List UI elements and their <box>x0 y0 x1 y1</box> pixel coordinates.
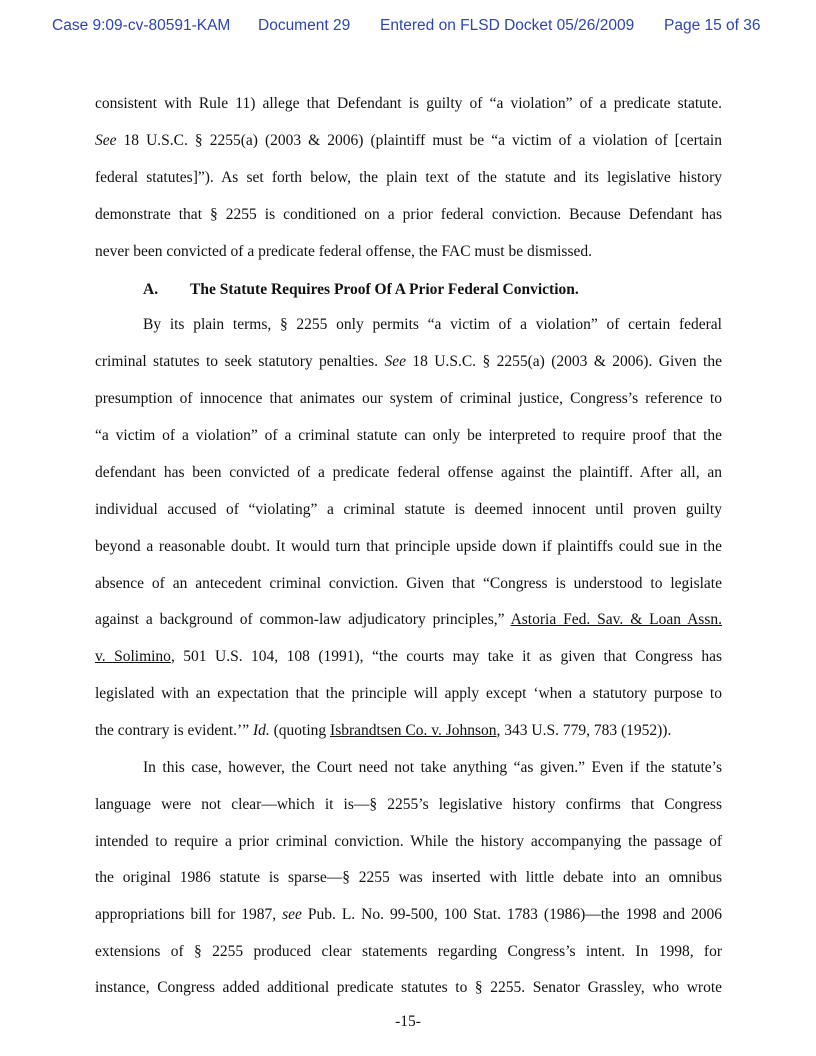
body-line: appropriations bill for 1987, see Pub. L. No. 99-500, 100 Stat. 1783 (1986)—the 1998 and 2006 <box>95 906 722 923</box>
heading-letter: A. <box>143 281 159 298</box>
body-line: v. Solimino, 501 U.S. 104, 108 (1991), “the courts may take it as given that Congress has <box>95 648 722 665</box>
body-line: individual accused of “violating” a criminal statute is deemed innocent until proven guilty <box>95 501 722 518</box>
body-line: intended to require a prior criminal conviction. While the history accompanying the passage of <box>95 833 722 850</box>
body-line: See 18 U.S.C. § 2255(a) (2003 & 2006) (plaintiff must be “a victim of a violation of [certain <box>95 132 722 149</box>
document-number: Document 29 <box>258 17 351 34</box>
body-line: consistent with Rule 11) allege that Defendant is guilty of “a violation” of a predicate statute. <box>95 95 722 112</box>
body-line: beyond a reasonable doubt. It would turn that principle upside down if plaintiffs could sue in the <box>95 538 722 555</box>
body-line: criminal statutes to seek statutory penalties. See 18 U.S.C. § 2255(a) (2003 & 2006). Given the <box>95 353 722 370</box>
body-line: instance, Congress added additional predicate statutes to § 2255. Senator Grassley, who wrote <box>95 979 722 996</box>
case-citation: Isbrandtsen Co. v. Johnson <box>330 722 497 739</box>
body-line: defendant has been convicted of a predicate federal offense against the plaintiff. After all, an <box>95 464 722 481</box>
body-line: the contrary is evident.’” Id. (quoting Isbrandtsen Co. v. Johnson, 343 U.S. 779, 783 (1952)). <box>95 722 672 739</box>
case-citation: v. Solimino <box>95 648 171 665</box>
body-line: By its plain terms, § 2255 only permits “a victim of a violation” of certain federal <box>143 316 722 333</box>
case-number: Case 9:09-cv-80591-KAM <box>52 17 231 34</box>
case-citation: Astoria Fed. Sav. & Loan Assn. <box>510 611 722 628</box>
page-count: Page 15 of 36 <box>664 17 761 34</box>
signal-see: See <box>95 132 117 149</box>
docket-header <box>0 17 816 39</box>
body-line: demonstrate that § 2255 is conditioned on a prior federal conviction. Because Defendant has <box>95 206 722 223</box>
body-line: never been convicted of a predicate federal offense, the FAC must be dismissed. <box>95 243 592 260</box>
body-line: In this case, however, the Court need not take anything “as given.” Even if the statute’s <box>143 759 722 776</box>
body-line: language were not clear—which it is—§ 2255’s legislative history confirms that Congress <box>95 796 722 813</box>
body-line: “a victim of a violation” of a criminal statute can only be interpreted to require proof that the <box>95 427 722 444</box>
body-line: extensions of § 2255 produced clear statements regarding Congress’s intent. In 1998, for <box>95 943 722 960</box>
body-line: against a background of common-law adjudicatory principles,” Astoria Fed. Sav. & Loan Assn. <box>95 611 722 628</box>
body-line: legislated with an expectation that the principle will apply except ‘when a statutory purpose to <box>95 685 722 702</box>
body-line: absence of an antecedent criminal conviction. Given that “Congress is understood to legislate <box>95 575 722 592</box>
docket-entry: Entered on FLSD Docket 05/26/2009 <box>380 17 635 34</box>
body-line: presumption of innocence that animates our system of criminal justice, Congress’s reference to <box>95 390 722 407</box>
page-number: -15- <box>395 1013 421 1030</box>
body-line: federal statutes]”). As set forth below, the plain text of the statute and its legislative history <box>95 169 722 186</box>
heading-text: The Statute Requires Proof Of A Prior Federal Conviction. <box>190 281 579 298</box>
section-heading <box>143 280 703 300</box>
body-line: the original 1986 statute is sparse—§ 2255 was inserted with little debate into an omnibus <box>95 869 722 886</box>
